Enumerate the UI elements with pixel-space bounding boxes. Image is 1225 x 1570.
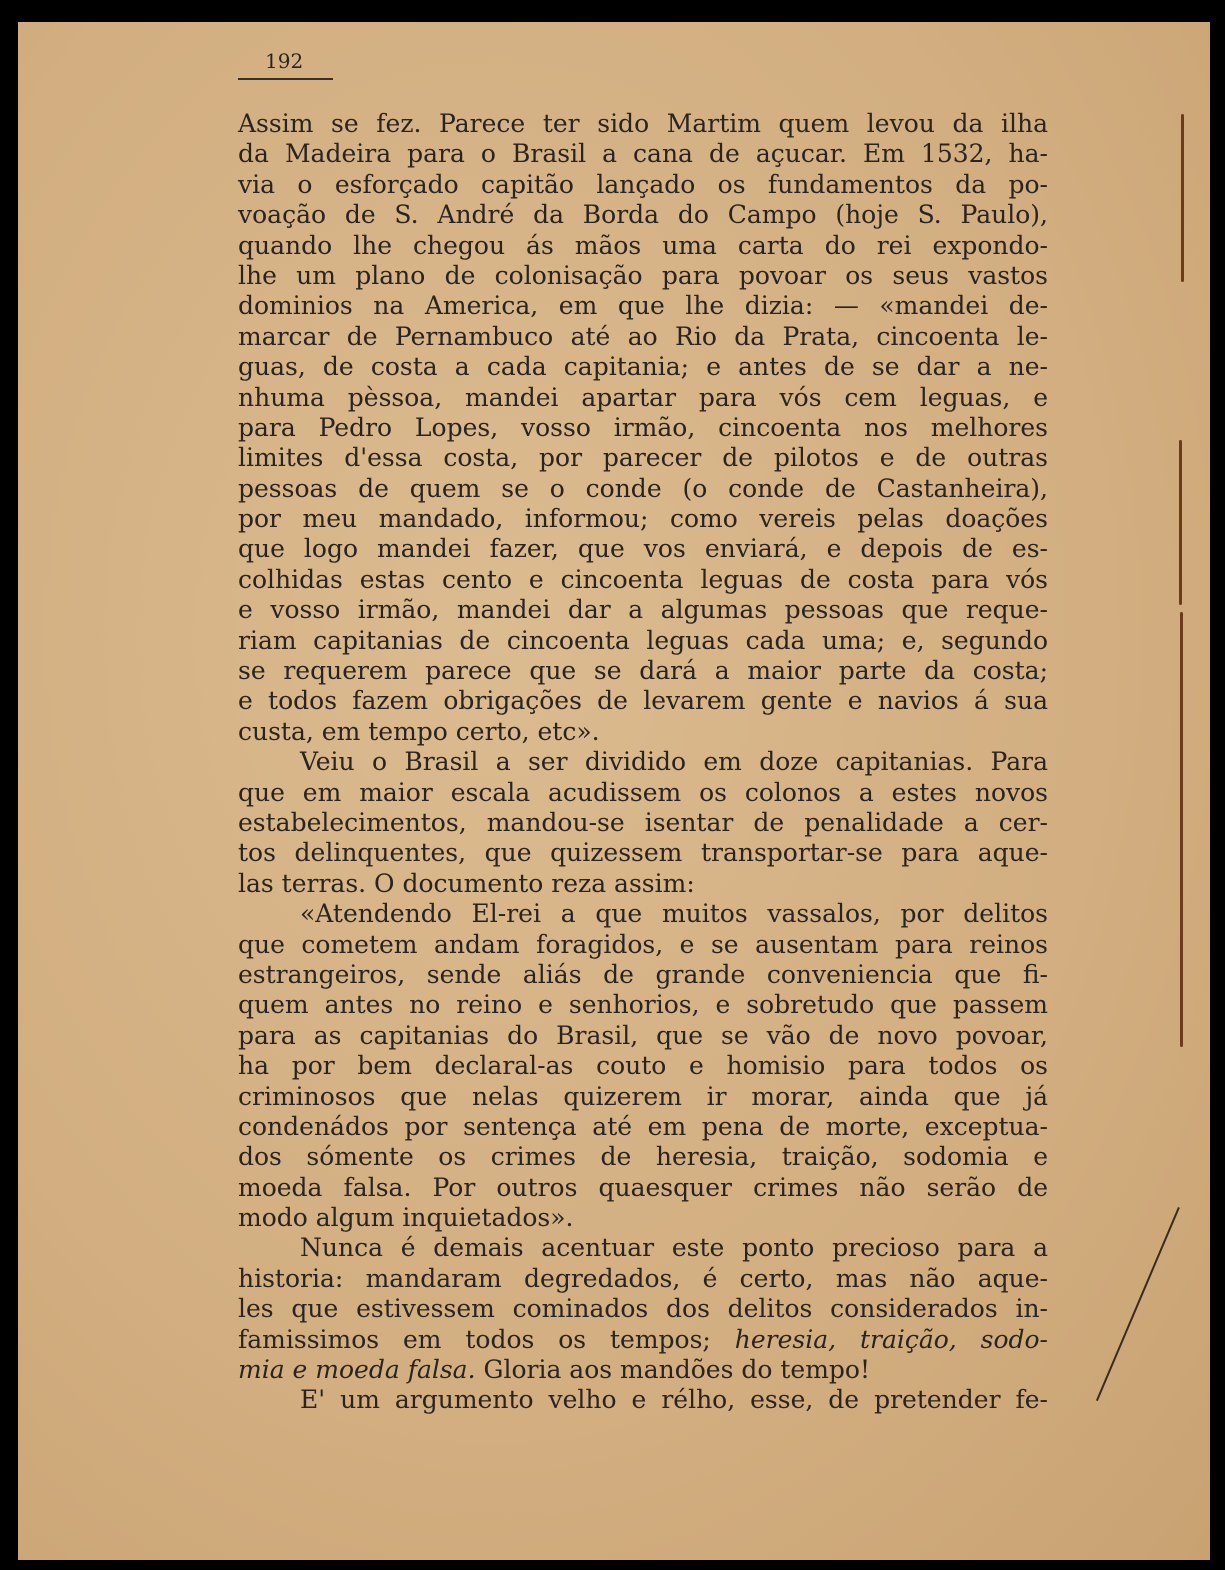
text-line (238, 1355, 1048, 1385)
text-span: dos sómente os crimes de heresia, traição, sodomia e (238, 1142, 1048, 1172)
italic-text: mia e moeda falsa. (238, 1355, 476, 1385)
text-span: via o esforçado capitão lançado os fundamentos da po- (238, 169, 1048, 199)
text-span: Assim se fez. Parece ter sido Martim quem levou da ilha (238, 109, 1048, 138)
margin-mark-1 (1181, 114, 1184, 282)
text-span: «Atendendo El-rei a que muitos vassalos, por delitos (300, 899, 1048, 929)
text-span: Nunca é demais acentuar este ponto precioso para a (300, 1233, 1048, 1263)
text-span: modo algum inquietados». (238, 1203, 574, 1233)
text-line (238, 1021, 1048, 1051)
text-line (238, 383, 1048, 413)
text-span: por meu mandado, informou; como vereis pelas doações (238, 504, 1048, 534)
text-span: riam capitanias de cincoenta leguas cada uma; e, segundo (238, 625, 1048, 655)
text-line (238, 930, 1048, 960)
text-line (238, 1051, 1048, 1081)
body-text (238, 109, 1048, 1416)
text-line (238, 231, 1048, 261)
text-line (238, 565, 1048, 595)
text-span: marcar de Pernambuco até ao Rio da Prata, cincoenta le- (238, 321, 1048, 351)
text-span: tos delinquentes, que quizessem transportar-se para aque- (238, 838, 1048, 868)
text-line (238, 1112, 1048, 1142)
text-line (238, 261, 1048, 291)
text-span: historia: mandaram degredados, é certo, mas não aque- (238, 1263, 1048, 1293)
text-line (238, 322, 1048, 352)
text-line (238, 778, 1048, 808)
margin-mark-3 (1180, 612, 1183, 1047)
text-line (238, 747, 1048, 777)
text-span: da Madeira para o Brasil a cana de açucar. Em 1532, ha- (238, 139, 1048, 169)
text-span: guas, de costa a cada capitania; e antes de se dar a ne- (238, 352, 1048, 382)
text-line (238, 1325, 1048, 1355)
text-span: famissimos em todos os tempos; (238, 1324, 711, 1354)
text-line (238, 626, 1048, 656)
margin-slash-mark (1096, 1207, 1180, 1401)
text-line (238, 1203, 1048, 1233)
text-span: custa, em tempo certo, etc». (238, 716, 600, 746)
text-span: e vosso irmão, mandei dar a algumas pessoas que reque- (238, 595, 1048, 625)
text-line (238, 352, 1048, 382)
text-line (238, 534, 1048, 564)
text-span: que cometem andam foragidos, e se ausentam para reinos (238, 929, 1048, 959)
text-line (238, 990, 1048, 1020)
text-line (238, 291, 1048, 321)
text-span: nhuma pèssoa, mandei apartar para vós cem leguas, e (238, 382, 1048, 412)
text-span: estrangeiros, sende aliás de grande conveniencia que fi- (238, 959, 1048, 989)
page-number: 192 (265, 49, 304, 73)
text-span: se requerem parece que se dará a maior parte da costa; (238, 656, 1048, 686)
text-span: e todos fazem obrigações de levarem gente e navios á sua (238, 686, 1048, 716)
text-span: E' um argumento velho e rélho, esse, de pretender fe- (300, 1385, 1048, 1415)
text-line (238, 474, 1048, 504)
text-line (238, 1264, 1048, 1294)
text-line (238, 1142, 1048, 1172)
text-line (238, 109, 1048, 139)
text-span: estabelecimentos, mandou-se isentar de penalidade a cer- (238, 807, 1048, 837)
text-line (238, 899, 1048, 929)
text-span: para as capitanias do Brasil, que se vão de novo povoar, (238, 1020, 1048, 1050)
text-span: para Pedro Lopes, vosso irmão, cincoenta nos melhores (238, 412, 1048, 442)
header-rule (238, 78, 333, 80)
italic-text: heresia, traição, sodo- (710, 1324, 1049, 1354)
margin-mark-2 (1179, 440, 1182, 605)
text-span: moeda falsa. Por outros quaesquer crimes não serão de (238, 1172, 1048, 1202)
text-line (238, 1233, 1048, 1263)
text-line (238, 1082, 1048, 1112)
text-span: quem antes no reino e senhorios, e sobretudo que passem (238, 990, 1048, 1020)
text-span: quando lhe chegou ás mãos uma carta do rei expondo- (238, 230, 1048, 260)
text-span: criminosos que nelas quizerem ir morar, ainda que já (238, 1081, 1048, 1111)
text-span: Veiu o Brasil a ser dividido em doze capitanias. Para (300, 747, 1048, 777)
text-line (238, 717, 1048, 747)
text-span: ha por bem declaral-as couto e homisio para todos os (238, 1051, 1048, 1081)
text-line (238, 1173, 1048, 1203)
text-line (238, 838, 1048, 868)
book-page (18, 22, 1210, 1560)
text-line (238, 413, 1048, 443)
text-span: Gloria aos mandões do tempo! (475, 1355, 871, 1385)
text-line (238, 869, 1048, 899)
text-line (238, 595, 1048, 625)
text-line (238, 170, 1048, 200)
text-line (238, 656, 1048, 686)
text-span: limites d'essa costa, por parecer de pilotos e de outras (238, 443, 1048, 473)
text-span: dominios na America, em que lhe dizia: — «mandei de- (238, 291, 1048, 321)
text-span: voação de S. André da Borda do Campo (hoje S. Paulo), (238, 200, 1048, 230)
text-line (238, 686, 1048, 716)
text-line (238, 139, 1048, 169)
text-line (238, 504, 1048, 534)
text-span: que logo mandei fazer, que vos enviará, e depois de es- (238, 534, 1048, 564)
text-span: pessoas de quem se o conde (o conde de Castanheira), (238, 473, 1048, 503)
text-line (238, 200, 1048, 230)
text-line (238, 808, 1048, 838)
text-span: les que estivessem cominados dos delitos considerados in- (238, 1294, 1048, 1324)
text-line (238, 960, 1048, 990)
text-span: colhidas estas cento e cincoenta leguas de costa para vós (238, 564, 1048, 594)
text-span: lhe um plano de colonisação para povoar os seus vastos (238, 260, 1048, 290)
text-line (238, 443, 1048, 473)
text-span: condenádos por sentença até em pena de morte, exceptua- (238, 1111, 1048, 1141)
text-line (238, 1385, 1048, 1415)
text-span: las terras. O documento reza assim: (238, 868, 695, 898)
text-line (238, 1294, 1048, 1324)
text-span: que em maior escala acudissem os colonos a estes novos (238, 777, 1048, 807)
